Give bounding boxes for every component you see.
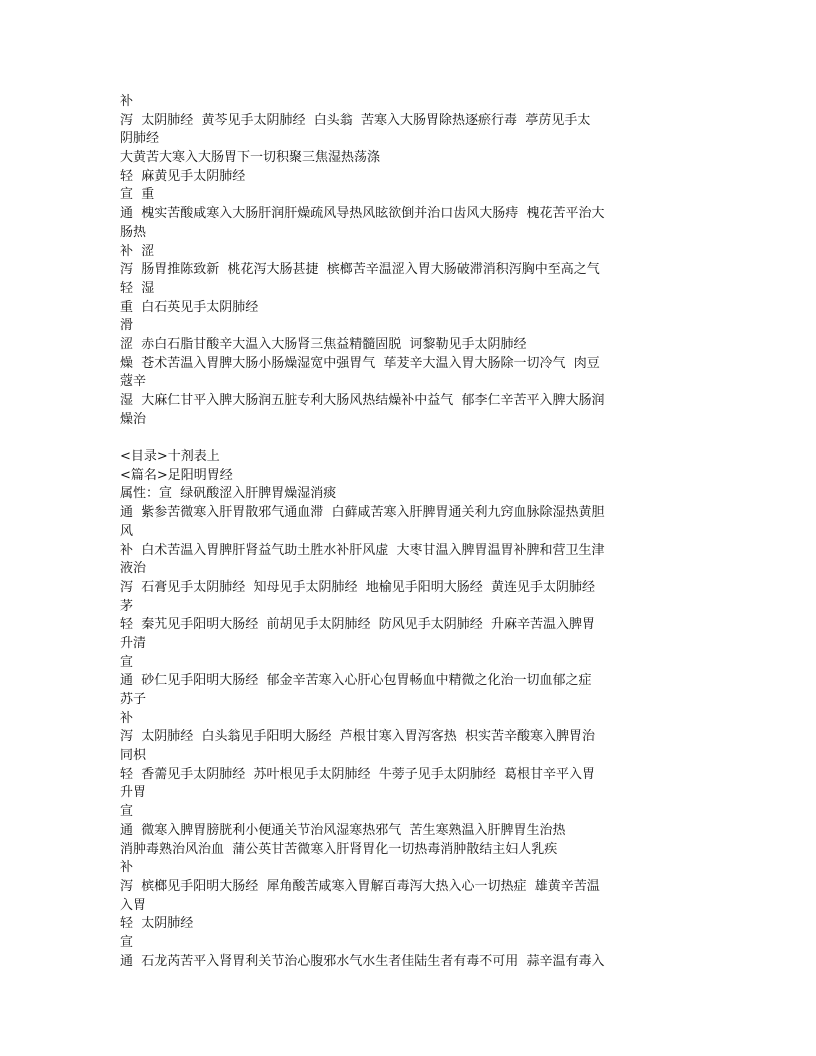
text-line: 泻 石膏见手太阴肺经 知母见手太阴肺经 地榆见手阳明大肠经 黄连见手太阴肺经: [120, 579, 596, 595]
text-line: 通 槐实苦酸咸寒入大肠肝润肝燥疏风导热风眩欲倒并治口齿风大肠痔 槐花苦平治大: [120, 206, 605, 222]
text-line: 宣: [120, 654, 134, 670]
text-line: 补 涩: [120, 243, 155, 259]
text-line: 涩 赤白石脂甘酸辛大温入大肠肾三焦益精髓固脱 诃黎勒见手太阴肺经: [120, 336, 527, 352]
text-line: 通 砂仁见手阳明大肠经 郁金辛苦寒入心肝心包胃畅血中精微之化治一切血郁之症: [120, 673, 592, 689]
text-line: 轻 香薷见手太阴肺经 苏叶根见手太阴肺经 牛蒡子见手太阴肺经 葛根甘辛平入胃: [120, 766, 596, 782]
text-line: 属性：宣 绿矾酸涩入肝脾胃燥湿消痰: [120, 486, 337, 502]
text-line: 大黄苦大寒入大肠胃下一切积聚三焦湿热荡涤: [120, 150, 381, 166]
text-line: 补: [120, 710, 134, 726]
blank-line: [120, 429, 645, 448]
text-line: 补 白术苦温入胃脾肝肾益气助土胜水补肝风虚 大枣甘温入脾胃温胃补脾和营卫生津: [120, 542, 605, 558]
text-line: 同枳: [120, 748, 147, 764]
text-line: 通 石龙芮苦平入肾胃利关节治心腹邪水气水生者佳陆生者有毒不可用 蒜辛温有毒入: [120, 953, 605, 969]
text-line: 轻 湿: [120, 280, 155, 296]
text-line: 通 紫参苦微寒入肝胃散邪气通血滞 白藓咸苦寒入肝脾胃通关利九窍血脉除湿热黄胆: [120, 505, 605, 521]
text-line: 升清: [120, 635, 147, 651]
text-line: 滑: [120, 318, 134, 334]
text-line: 燥治: [120, 411, 147, 427]
text-line: 燥 苍术苦温入胃脾大肠小肠燥湿宽中强胃气 荜茇辛大温入胃大肠除一切冷气 肉豆: [120, 355, 600, 371]
section-hand-yangming-large-intestine: [120, 93, 645, 429]
text-line: 宣: [120, 934, 134, 950]
text-line: 宣 重: [120, 187, 155, 203]
text-line: 泻 太阴肺经 白头翁见手阳明大肠经 芦根甘寒入胃泻客热 枳实苦辛酸寒入脾胃治: [120, 729, 596, 745]
text-line: 液治: [120, 561, 147, 577]
text-line: 宣: [120, 804, 134, 820]
toc-heading: <目录>十剂表上: [120, 449, 220, 465]
text-line: 补: [120, 94, 134, 109]
text-line: 泻 太阴肺经 黄芩见手太阴肺经 白头翁 苦寒入大肠胃除热逐瘀行毒 葶苈见手太: [120, 112, 591, 128]
document-page: [120, 93, 645, 971]
text-line: 蔻辛: [120, 374, 147, 390]
text-line: 泻 肠胃推陈致新 桃花泻大肠甚捷 槟榔苦辛温涩入胃大肠破滞消积泻胸中至高之气: [120, 262, 600, 278]
text-line: 入胃: [120, 897, 147, 913]
text-line: 阴肺经: [120, 131, 160, 147]
chapter-title: <篇名>足阳明胃经: [120, 467, 233, 483]
text-line: 泻 槟榔见手阳明大肠经 犀角酸苦咸寒入胃解百毒泻大热入心一切热症 雄黄辛苦温: [120, 878, 600, 894]
text-line: 湿 大麻仁甘平入脾大肠润五脏专利大肠风热结燥补中益气 郁李仁辛苦平入脾大肠润: [120, 393, 605, 408]
section-foot-yangming-stomach: [120, 448, 645, 971]
text-line: 肠热: [120, 224, 147, 240]
text-line: 补: [120, 860, 134, 876]
text-line: 消肿毒熟治风治血 蒲公英甘苦微寒入肝肾胃化一切热毒消肿散结主妇人乳疾: [120, 841, 558, 857]
text-line: 升胃: [120, 785, 147, 801]
text-line: 苏子: [120, 692, 147, 707]
text-line: 轻 秦艽见手阳明大肠经 前胡见手太阴肺经 防风见手太阴肺经 升麻辛苦温入脾胃: [120, 617, 596, 633]
text-line: 轻 太阴肺经: [120, 916, 194, 932]
text-line: 通 微寒入脾胃膀胱利小便通关节治风湿寒热邪气 苦生寒熟温入肝脾胃生治热: [120, 822, 566, 838]
text-line: 茅: [120, 598, 134, 614]
text-line: 风: [120, 523, 134, 539]
text-line: 重 白石英见手太阴肺经: [120, 299, 259, 315]
text-line: 轻 麻黄见手太阴肺经: [120, 168, 246, 184]
